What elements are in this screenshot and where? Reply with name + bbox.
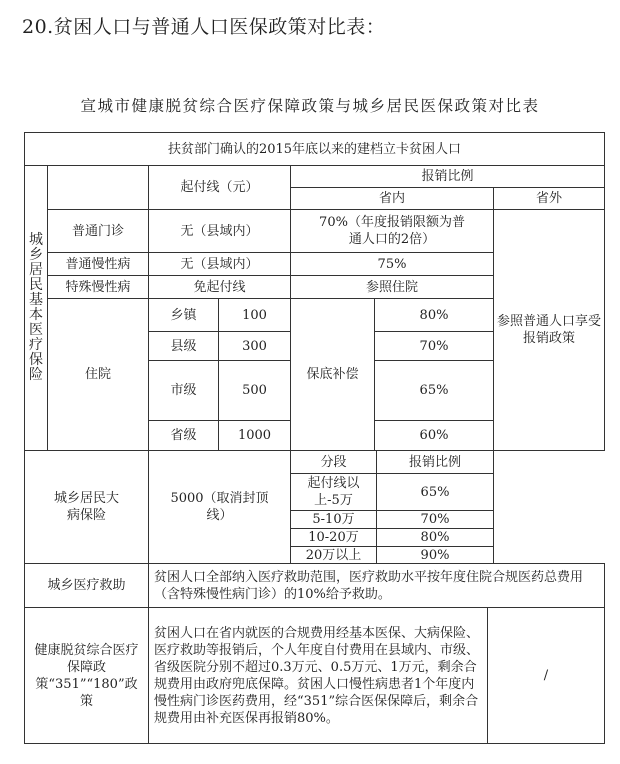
- policy-out-province: /: [487, 607, 605, 744]
- assist-label: 城乡医疗救助: [24, 563, 149, 608]
- level-name: 市级: [148, 360, 219, 421]
- row-special-label: 特殊慢性病: [47, 275, 149, 299]
- ratio-header: 报销比例: [290, 165, 605, 188]
- segment-ratio: 80%: [376, 528, 494, 547]
- segment-ratio: 65%: [376, 473, 494, 511]
- level-name: 县级: [148, 331, 219, 361]
- segment-range: 起付线以上-5万: [290, 473, 377, 511]
- in-province-header: 省内: [290, 187, 494, 210]
- table-title: 宣城市健康脱贫综合医疗保障政策与城乡居民医保政策对比表: [80, 97, 540, 115]
- policy-label: 健康脱贫综合医疗保障政策“351”“180”政策: [24, 607, 149, 744]
- section-basic-insurance: 城乡居民基本医疗保险: [24, 165, 48, 451]
- row-special-threshold: 免起付线: [148, 275, 291, 299]
- level-ratio: 65%: [374, 360, 494, 421]
- level-name: 省级: [148, 420, 219, 451]
- row-clinic-label: 普通门诊: [47, 209, 149, 253]
- banner-cell: 扶贫部门确认的2015年底以来的建档立卡贫困人口: [24, 132, 605, 166]
- level-amount: 300: [218, 331, 291, 361]
- level-name: 乡镇: [148, 298, 219, 332]
- segment-range: 20万以上: [290, 546, 377, 564]
- hospital-label: 住院: [47, 298, 149, 451]
- comparison-table: [24, 132, 605, 744]
- row-chronic-ratio: 75%: [290, 252, 494, 276]
- segment-range: 10-20万: [290, 528, 377, 547]
- level-ratio: 70%: [374, 331, 494, 361]
- empty-header-cell: [47, 165, 149, 210]
- row-clinic-threshold: 无（县域内）: [148, 209, 291, 253]
- segment-ratio: 90%: [376, 546, 494, 564]
- segment-ratio-header: 报销比例: [376, 450, 494, 474]
- serious-label: 城乡居民大病保险: [24, 450, 149, 564]
- out-province-header: 省外: [493, 187, 605, 210]
- level-amount: 500: [218, 360, 291, 421]
- level-ratio: 80%: [374, 298, 494, 332]
- page-heading: 20.贫困人口与普通人口医保政策对比表：: [22, 16, 386, 38]
- out-province-policy: 参照普通人口享受报销政策: [493, 209, 605, 451]
- assist-text: 贫困人口全部纳入医疗救助范围，医疗救助水平按年度住院合规医药总费用（含特殊慢性病门诊）的10%给予救助。: [148, 563, 605, 608]
- level-ratio: 60%: [374, 420, 494, 451]
- hospital-guarantee: 保底补偿: [290, 298, 375, 451]
- segment-ratio: 70%: [376, 510, 494, 529]
- level-amount: 100: [218, 298, 291, 332]
- level-amount: 1000: [218, 420, 291, 451]
- row-chronic-threshold: 无（县域内）: [148, 252, 291, 276]
- row-special-ratio: 参照住院: [290, 275, 494, 299]
- row-chronic-label: 普通慢性病: [47, 252, 149, 276]
- serious-amount: 5000（取消封顶线）: [148, 450, 291, 564]
- segment-range: 5-10万: [290, 510, 377, 529]
- threshold-header: 起付线（元）: [148, 165, 291, 210]
- row-clinic-ratio: 70%（年度报销限额为普通人口的2倍）: [290, 209, 494, 253]
- segment-header: 分段: [290, 450, 377, 474]
- policy-text: 贫困人口在省内就医的合规费用经基本医保、大病保险、医疗救助等报销后，个人年度自付费用在县域内、市级、省级医院分别不超过0.3万元、0.5万元、1万元，剩余合规费用由政府兜底保障。贫困人口慢性病患者1个年度内慢性病门诊医药费用，经“351”综合医保保障后，剩余合规费用由补充医保再报销80%。: [148, 607, 488, 744]
